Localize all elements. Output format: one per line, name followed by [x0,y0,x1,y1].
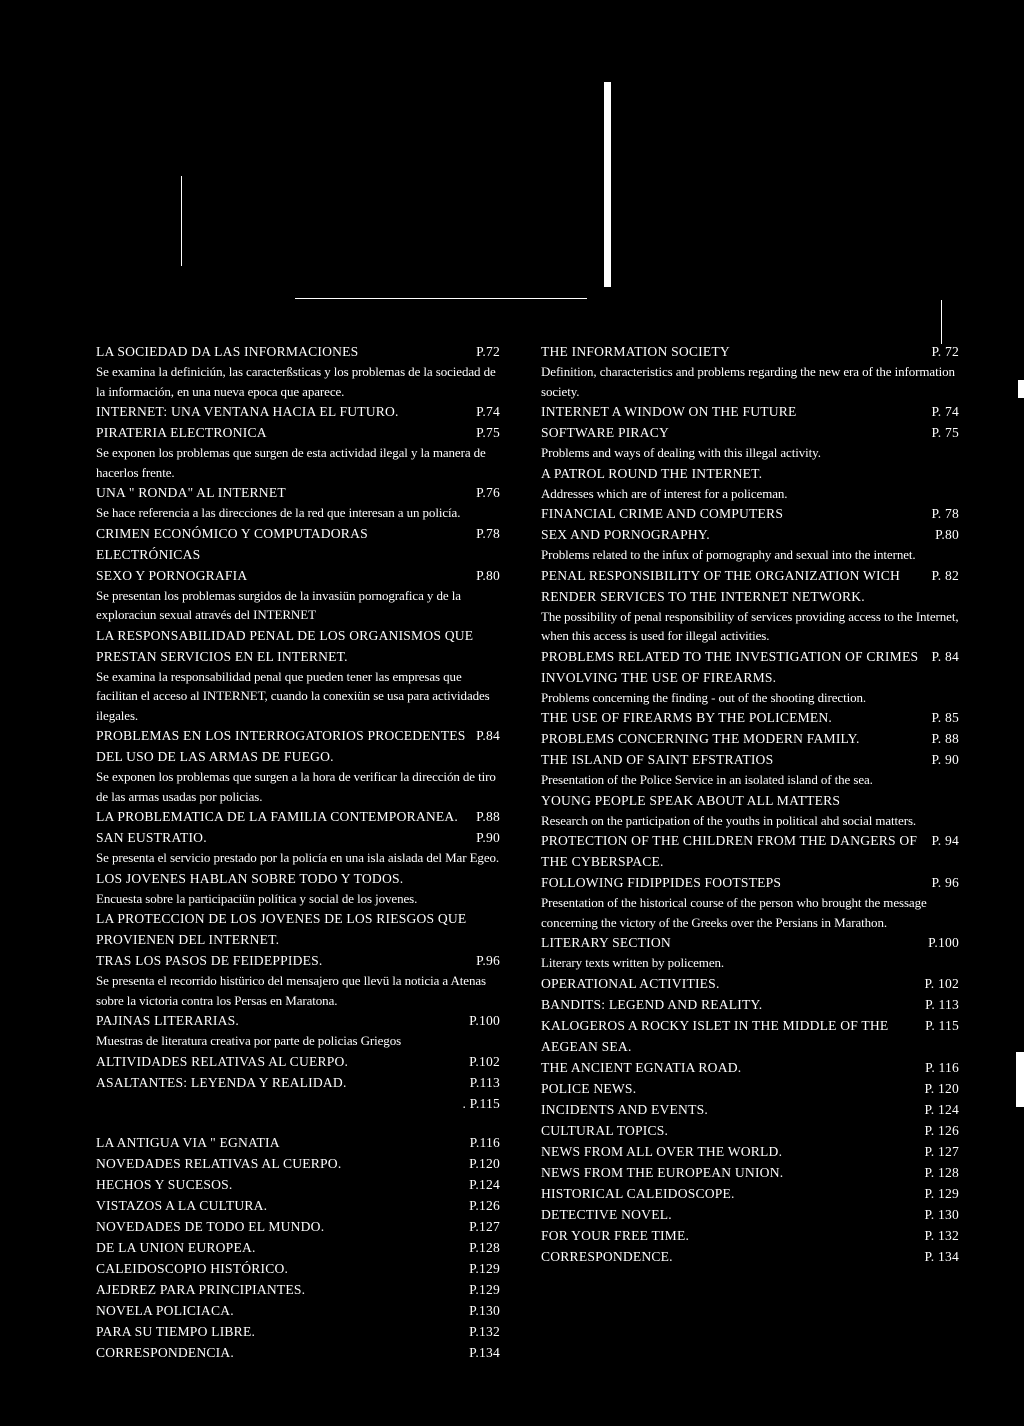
toc-entry[interactable] [541,707,959,728]
toc-entry[interactable] [96,1342,500,1363]
toc-entry-title: SEXO Y PORNOGRAFIA [96,567,248,583]
toc-entry-title: FINANCIAL CRIME AND COMPUTERS [541,506,784,521]
toc-entry-description: Addresses which are of interest for a policeman. [541,485,788,501]
toc-entry[interactable] [541,463,959,484]
toc-entry[interactable] [541,1225,959,1246]
toc-entry-title: ASALTANTES: LEYENDA Y REALIDAD. [96,1074,347,1090]
toc-entry[interactable] [541,1141,959,1162]
toc-entry[interactable] [541,872,959,893]
toc-entry-title: BANDITS: LEGEND AND REALITY. [541,996,763,1012]
toc-entry-page: P. 134 [924,1248,959,1264]
toc-entry-title: FOLLOWING FIDIPPIDES FOOTSTEPS [541,875,782,890]
toc-entry[interactable] [541,422,959,443]
toc-entry-page: P. 72 [931,344,959,359]
toc-entry[interactable] [541,973,959,994]
decor-tick [941,300,942,344]
toc-entry[interactable] [541,1183,959,1204]
toc-entry-title: CORRESPONDENCIA. [96,1344,235,1360]
toc-entry-page: P. 78 [931,506,959,521]
toc-entry-description: Definition, characteristics and problems regarding the new era of the information society. [541,364,955,399]
toc-entry-description: Se examina la responsabilidad penal que pueden tener las empresas que facilitan el acceso al INTERNET, cuando la conexiün se usa para actividades ilegales. [96,668,490,723]
toc-entry[interactable] [96,908,500,950]
toc-entry-title: PIRATERIA ELECTRONICA [96,425,267,440]
toc-entry-title: NOVEDADES RELATIVAS AL CUERPO. [96,1155,342,1171]
toc-entry-page: P. 127 [924,1143,959,1159]
toc-entry[interactable] [96,1093,500,1114]
toc-entry-page: P.80 [476,567,500,583]
toc-entry[interactable] [541,1120,959,1141]
toc-entry[interactable] [96,950,500,971]
toc-entry-description: Problems concerning the finding - out of the shooting direction. [541,689,867,705]
toc-entry-page: P.72 [476,344,500,359]
toc-entry-title: PENAL RESPONSIBILITY OF THE ORGANIZATION WICH RENDER SERVICES TO THE INTERNET NETWORK. [541,567,901,604]
toc-entry-description: Muestras de literatura creativa por parte de policias Griegos [96,1033,402,1048]
toc-entry-description: Problems related to the infux of pornography and sexual into the internet. [541,547,916,562]
toc-entry-description: Presentation of the historical course of the person who brought the message concerning the victory of the Greeks over the Persians in Marathon. [541,895,927,930]
toc-entry-description: Se presenta el recorrido histürico del mensajero que llevü la noticia a Atenas sobre la victoria contra los Persas en Maratona. [96,973,487,1008]
decor-divider [295,298,587,299]
toc-entry-page: P.124 [469,1176,500,1192]
toc-entry[interactable] [96,1300,500,1321]
toc-entry-page: P. 96 [931,875,959,890]
toc-entry[interactable] [96,1174,500,1195]
toc-entry-page: P.126 [469,1197,500,1213]
toc-entry-title: ALTIVIDADES RELATIVAS AL CUERPO. [96,1053,349,1069]
toc-entry-page: P. 129 [924,1185,959,1201]
toc-entry-page: P.120 [469,1155,500,1171]
toc-entry[interactable] [96,1010,500,1031]
toc-entry-page: P.132 [469,1323,500,1339]
toc-entry-title: DETECTIVE NOVEL. [541,1206,672,1222]
toc-entry-title: SOFTWARE PIRACY [541,425,670,440]
toc-entry-title: NOVEDADES DE TODO EL MUNDO. [96,1218,325,1234]
toc-entry[interactable] [541,1246,959,1267]
toc-entry-description: Literary texts written by policemen. [541,955,725,970]
toc-entry-title: INCIDENTS AND EVENTS. [541,1101,708,1117]
toc-entry[interactable] [541,728,959,749]
toc-entry-title: A PATROL ROUND THE INTERNET. [541,465,763,481]
toc-entry-description: Research on the participation of the youths in political ahd social matters. [541,812,917,828]
toc-entry-page: . P.115 [462,1095,500,1111]
toc-entry-page: P.130 [469,1302,500,1318]
toc-entry-page: P.116 [469,1134,500,1150]
toc-entry[interactable] [96,1321,500,1342]
toc-entry[interactable] [541,524,959,545]
toc-entry[interactable] [541,932,959,953]
toc-entry-title: CORRESPONDENCE. [541,1248,673,1264]
toc-entry[interactable] [96,1132,500,1153]
toc-entry-title: DE LA UNION EUROPEA. [96,1239,256,1255]
toc-entry-page: P. 102 [924,975,959,991]
toc-entry-title: NOVELA POLICIACA. [96,1302,234,1318]
toc-entry-title: INTERNET A WINDOW ON THE FUTURE [541,404,797,419]
toc-entry-page: P. 74 [931,404,959,419]
decor-edge-mark-2 [1016,1052,1024,1107]
toc-entry-title: NEWS FROM ALL OVER THE WORLD. [541,1143,783,1159]
toc-entry[interactable] [96,625,500,667]
toc-entry[interactable] [541,401,959,422]
toc-entry-page: P.96 [476,953,500,968]
toc-entry-description: Se exponen los problemas que surgen de esta actividad ilegal y la manera de hacerlos frente. [96,445,486,480]
toc-entry[interactable] [96,1279,500,1300]
toc-entry[interactable] [541,341,959,362]
toc-entry-page: P.76 [476,485,500,500]
toc-entry[interactable] [96,401,500,422]
toc-entry-title: SEX AND PORNOGRAPHY. [541,527,710,542]
toc-entry-title: CULTURAL TOPICS. [541,1122,669,1138]
toc-entry-description: Se exponen los problemas que surgen a la hora de verificar la dirección de tiro de las armas usadas por policias. [96,769,496,804]
toc-entry-page: P. 75 [931,425,959,440]
toc-entry[interactable] [96,565,500,586]
toc-entry-title: OPERATIONAL ACTIVITIES. [541,975,720,991]
toc-entry-title: TRAS LOS PASOS DE FEIDEPPIDES. [96,953,323,968]
toc-entry-page: P.128 [469,1239,500,1255]
toc-entry-description: Presentation of the Police Service in an isolated island of the sea. [541,772,873,787]
toc-english [541,341,959,1267]
toc-entry-description: Se presentan los problemas surgidos de la invasiün pornografica y de la exploraciun sexual através del INTERNET [96,587,461,622]
toc-entry-page: P. 85 [931,710,959,725]
toc-entry-title: LA PROBLEMATICA DE LA FAMILIA CONTEMPORANEA. [96,809,459,824]
toc-entry-title: THE ANCIENT EGNATIA ROAD. [541,1059,742,1075]
toc-entry-title: PROBLEMS RELATED TO THE INVESTIGATION OF CRIMES INVOLVING THE USE OF FIREARMS. [541,648,919,685]
toc-entry-title: THE USE OF FIREARMS BY THE POLICEMEN. [541,710,833,725]
toc-entry[interactable] [541,503,959,524]
toc-entry-page: P. 88 [931,731,959,746]
toc-entry-title: THE ISLAND OF SAINT EFSTRATIOS [541,752,774,767]
decor-line-left [181,176,182,266]
toc-entry-title: PARA SU TIEMPO LIBRE. [96,1323,256,1339]
toc-entry-title: HECHOS Y SUCESOS. [96,1176,233,1192]
toc-entry[interactable] [96,1258,500,1279]
toc-entry-title: PAJINAS LITERARIAS. [96,1013,240,1028]
toc-entry-page: P.78 [476,525,500,541]
toc-entry-title: LA RESPONSABILIDAD PENAL DE LOS ORGANISMOS QUE PRESTAN SERVICIOS EN EL INTERNET. [96,627,474,664]
toc-entry-title: YOUNG PEOPLE SPEAK ABOUT ALL MATTERS [541,792,841,808]
toc-entry-title: KALOGEROS A ROCKY ISLET IN THE MIDDLE OF THE AEGEAN SEA. [541,1017,889,1054]
toc-entry-description: The possibility of penal responsibility of services providing access to the Internet, when this access is used for illegal activities. [541,608,959,643]
toc-entry-page: P.90 [476,830,500,845]
toc-entry-page: P. 84 [931,648,959,664]
toc-entry[interactable] [96,806,500,827]
toc-entry-page: P. 94 [931,833,959,848]
toc-entry[interactable] [96,482,500,503]
toc-entry[interactable] [541,830,959,872]
toc-entry-page: P.129 [469,1281,500,1297]
toc-entry-title: PROBLEMAS EN LOS INTERROGATORIOS PROCEDENTES DEL USO DE LAS ARMAS DE FUEGO. [96,728,466,764]
toc-entry-page: P. 126 [924,1122,959,1138]
toc-entry[interactable] [96,868,500,889]
toc-entry-page: P.113 [469,1074,500,1090]
toc-entry-description: Encuesta sobre la participaciün política y social de los jovenes. [96,890,418,906]
toc-entry-page: P.74 [476,404,500,419]
toc-entry-page: P. 132 [924,1227,959,1243]
toc-entry[interactable] [96,341,500,362]
toc-entry-page: P.80 [935,527,959,542]
toc-entry[interactable] [541,1078,959,1099]
toc-entry[interactable] [541,1204,959,1225]
toc-entry-page: P. 82 [931,567,959,583]
toc-entry-title: PROTECTION OF THE CHILDREN FROM THE DANGERS OF THE CYBERSPACE. [541,833,918,869]
toc-entry[interactable] [96,1051,500,1072]
toc-entry-description: Se presenta el servicio prestado por la policía en una isla aislada del Mar Egeo. [96,850,500,865]
toc-entry-title: AJEDREZ PARA PRINCIPIANTES. [96,1281,306,1297]
toc-entry-title: LA PROTECCION DE LOS JOVENES DE LOS RIESGOS QUE PROVIENEN DEL INTERNET. [96,911,467,947]
toc-spanish [96,341,500,1363]
toc-entry[interactable] [541,646,959,688]
toc-entry-page: P.129 [469,1260,500,1276]
toc-entry-page: P. 130 [924,1206,959,1222]
toc-entry-title: POLICE NEWS. [541,1080,637,1096]
spacer [96,1114,500,1132]
toc-entry[interactable] [541,1015,959,1057]
toc-entry-title: CRIMEN ECONÓMICO Y COMPUTADORAS ELECTRÓNICAS [96,525,368,562]
toc-entry-page: P.84 [476,728,500,743]
toc-entry-page: P. 115 [925,1017,959,1033]
toc-entry[interactable] [541,565,959,607]
toc-entry[interactable] [96,523,500,565]
toc-entry[interactable] [541,790,959,811]
toc-entry[interactable] [541,1099,959,1120]
toc-entry[interactable] [96,1216,500,1237]
toc-entry[interactable] [96,827,500,848]
toc-entry-page: P. 113 [925,996,959,1012]
toc-entry-description: Problems and ways of dealing with this illegal activity. [541,445,821,460]
toc-entry-title: LA ANTIGUA VIA " EGNATIA [96,1134,280,1150]
toc-entry-title: LA SOCIEDAD DA LAS INFORMACIONES [96,344,359,359]
toc-entry-title: HISTORICAL CALEIDOSCOPE. [541,1185,735,1201]
toc-entry-description: Se examina la definiciún, las caracterßsticas y los problemas de la sociedad de la información, en una nueva epoca que aparece. [96,364,496,399]
toc-entry-page: P. 124 [924,1101,959,1117]
toc-entry[interactable] [96,1237,500,1258]
toc-entry-title: VISTAZOS A LA CULTURA. [96,1197,268,1213]
toc-entry[interactable] [96,1072,500,1093]
toc-entry[interactable] [541,1162,959,1183]
toc-entry-title: LOS JOVENES HABLAN SOBRE TODO Y TODOS. [96,870,404,886]
toc-entry-page: P.127 [469,1218,500,1234]
toc-entry-title: THE INFORMATION SOCIETY [541,344,730,359]
toc-entry-page: P.100 [469,1013,500,1028]
toc-entry-title: INTERNET: UNA VENTANA HACIA EL FUTURO. [96,404,399,419]
toc-entry-page: P.88 [476,809,500,824]
toc-entry[interactable] [96,725,500,767]
toc-entry-title: UNA " RONDA" AL INTERNET [96,485,286,500]
toc-entry-page: P.134 [469,1344,500,1360]
toc-entry-title: LITERARY SECTION [541,935,671,950]
toc-entry[interactable] [96,1195,500,1216]
toc-entry-description: Se hace referencia a las direcciones de la red que interesan a un policía. [96,505,461,520]
decor-edge-mark [1018,380,1024,398]
toc-entry-title: CALEIDOSCOPIO HISTÓRICO. [96,1260,289,1276]
toc-entry-title: PROBLEMS CONCERNING THE MODERN FAMILY. [541,731,860,746]
toc-entry[interactable] [96,1153,500,1174]
toc-entry-page: P.75 [476,425,500,440]
decor-bar-right [604,82,611,287]
toc-entry-page: P.102 [469,1053,500,1069]
toc-entry[interactable] [541,749,959,770]
toc-entry-title: NEWS FROM THE EUROPEAN UNION. [541,1164,784,1180]
toc-entry-title: FOR YOUR FREE TIME. [541,1227,690,1243]
toc-entry[interactable] [96,422,500,443]
toc-entry-page: P.100 [928,935,959,950]
toc-entry-page: P. 120 [924,1080,959,1096]
toc-entry-page: P. 90 [931,752,959,767]
toc-entry-page: P. 116 [925,1059,959,1075]
toc-entry-title: SAN EUSTRATIO. [96,830,207,845]
toc-entry[interactable] [541,994,959,1015]
toc-entry-page: P. 128 [924,1164,959,1180]
toc-entry[interactable] [541,1057,959,1078]
